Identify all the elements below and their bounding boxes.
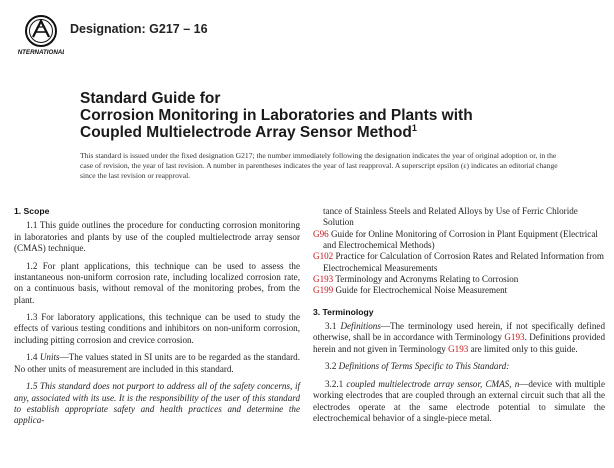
astm-logo-icon xyxy=(18,14,64,56)
paragraph-1-4 xyxy=(14,352,300,375)
title-line-3 xyxy=(80,124,580,141)
section-heading-scope: 1. Scope xyxy=(14,206,50,216)
paragraph-3-2-1 xyxy=(313,379,605,424)
reference-link-g96[interactable]: G96 xyxy=(313,228,329,239)
svg-text:INTERNATIONAL: INTERNATIONAL xyxy=(18,49,64,56)
paragraph-1-5: 1.5 This standard does not purport to address all of the safety concerns, if any, associated with its use. It is the responsibility of the user of this standard to establish appropriate safety and health practices and determine the applica- xyxy=(14,381,300,426)
paragraph-3-2 xyxy=(313,361,605,372)
reference-title-g96: Guide for Online Monitoring of Corrosion in Plant Equipment (Electrical and Electrochemical Methods) xyxy=(323,228,598,251)
section-heading-terminology: 3. Terminology xyxy=(313,306,374,317)
reference-link-g199[interactable]: G199 xyxy=(313,285,334,296)
reference-g96 xyxy=(313,228,605,252)
reference-title-g193: Terminology and Acronyms Relating to Corrosion xyxy=(333,274,519,285)
astm-logo xyxy=(18,14,64,56)
paragraph-3-1-number: 3.1 xyxy=(325,321,337,332)
paragraph-1-4-number: 1.4 xyxy=(26,352,38,363)
paragraph-1-2: 1.2 For plant applications, this technique can be used to assess the instantaneous non-uniform corrosion rate, including localized corrosion rate, on a continuous basis, without removal of the monitoring probes, from the plant. xyxy=(14,260,300,305)
title-line-3-text: Coupled Multielectrode Array Sensor Method xyxy=(80,124,412,141)
document-title xyxy=(80,90,580,141)
paragraph-1-1: 1.1 This guide outlines the procedure for conducting corrosion monitoring in laboratories and plants by use of the coupled multielectrode array sensor (CMAS) technique. xyxy=(14,220,300,254)
reference-link-g193[interactable]: G193 xyxy=(313,274,334,285)
left-column xyxy=(14,206,300,433)
terminology-link-g193-second[interactable]: G193 xyxy=(448,343,469,354)
paragraph-3-1 xyxy=(313,321,605,355)
reference-g102 xyxy=(313,251,605,274)
paragraph-3-2-1-text: —device with multiple working electrodes that are coupled through an external circuit such that all the electrodes operate at the same electrode potential to simulate the electrochemical behavior of a single-piece metal. xyxy=(313,378,605,423)
right-column xyxy=(313,206,605,430)
title-line-2: Corrosion Monitoring in Laboratories and Plants with xyxy=(80,107,473,124)
reference-link-g102[interactable]: G102 xyxy=(313,251,334,262)
terminology-link-g193-first[interactable]: G193 xyxy=(504,332,525,343)
reference-title-g199: Guide for Electrochemical Noise Measurement xyxy=(333,285,508,296)
paragraph-3-2-number: 3.2 xyxy=(325,361,337,372)
paragraph-3-2-label: Definitions of Terms Specific to This Standard: xyxy=(338,361,510,372)
paragraph-1-3: 1.3 For laboratory applications, this technique can be used to study the effects of various testing conditions and inhibitors on non-uniform corrosion, including pitting corrosion and crevice corrosion. xyxy=(14,312,300,345)
reference-title-g102: Practice for Calculation of Corrosion Rates and Related Information from Electrochemical Measurements xyxy=(323,251,604,273)
issuance-note: This standard is issued under the fixed designation G217; the number immediately following the designation indicates the year of original adoption or, in the case of revision, the year of last revision. A number in parentheses indicates the year of last reapproval. A superscript epsilon (ε) indicates an editorial change since the last revision or reapproval. xyxy=(80,151,558,181)
reference-g193 xyxy=(313,274,605,285)
reference-continuation: tance of Stainless Steels and Related Alloys by Use of Ferric Chloride Solution xyxy=(323,206,578,228)
paragraph-1-4-text: —The values stated in SI units are to be regarded as the standard. No other units of measurement are included in this standard. xyxy=(14,352,300,374)
reference-g199 xyxy=(313,285,605,296)
paragraph-3-1-text-b: . Definitions provided herein and not given in Terminology xyxy=(313,332,605,354)
designation: Designation: G217 – 16 xyxy=(70,22,208,36)
paragraph-3-1-text-a: —The terminology used herein, if not specifically defined otherwise, shall be in accordance with Terminology xyxy=(313,321,605,343)
paragraph-3-2-1-term: coupled multielectrode array sensor, CMAS, n xyxy=(346,378,520,389)
paragraph-3-1-label: Definitions xyxy=(340,321,381,332)
title-line-1: Standard Guide for xyxy=(80,90,221,107)
paragraph-3-2-1-number: 3.2.1 xyxy=(325,378,344,389)
title-footnote-mark[interactable]: 1 xyxy=(411,123,417,133)
paragraph-1-4-label: Units xyxy=(39,352,60,363)
paragraph-3-1-text-c: are limited only to this guide. xyxy=(468,343,578,354)
